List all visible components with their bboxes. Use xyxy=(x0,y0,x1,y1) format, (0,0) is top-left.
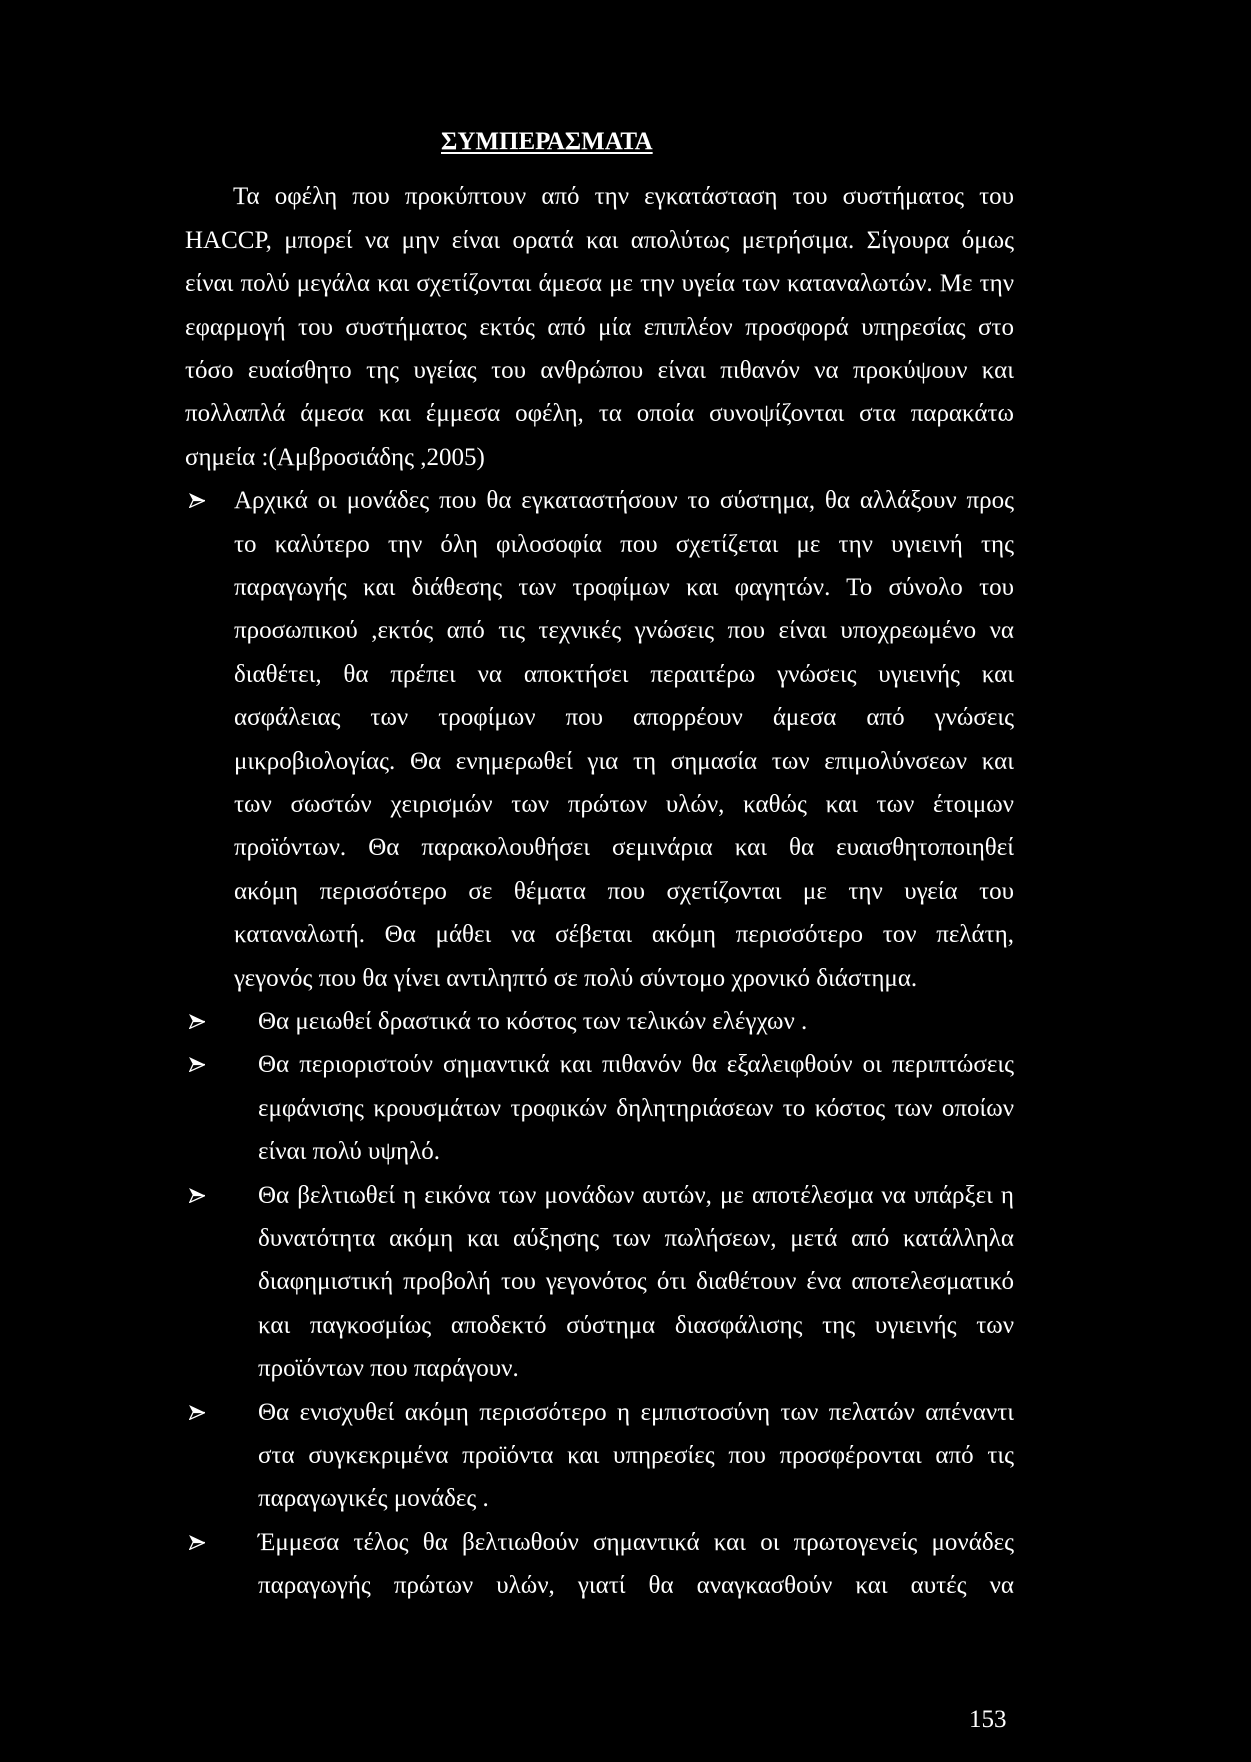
page-title: ΣΥΜΠΕΡΑΣΜΑΤΑ xyxy=(441,128,653,155)
paragraph-line: τόσο ευαίσθητο της υγείας του ανθρώπου είναι πιθανόν να προκύψουν και xyxy=(185,356,1014,384)
bullet-line: μικροβιολογίας. Θα ενημερωθεί για τη σημασία των επιμολύνσεων και xyxy=(234,747,1014,775)
bullet-line: προσωπικού ,εκτός από τις τεχνικές γνώσεις που είναι υποχρεωμένο να xyxy=(234,617,1014,645)
bullet-line: Θα μειωθεί δραστικά το κόστος των τελικών ελέγχων . xyxy=(258,1008,808,1036)
page-number: 153 xyxy=(969,1706,1007,1733)
bullet-item xyxy=(185,1391,1014,1521)
bullet-line: καταναλωτή. Θα μάθει να σέβεται ακόμη περισσότερο τον πελάτη, xyxy=(234,921,1014,949)
arrow-bullet-icon xyxy=(189,1535,205,1550)
bullet-line: είναι πολύ υψηλό. xyxy=(258,1138,440,1166)
paragraph-line: πολλαπλά άμεσα και έμμεσα οφέλη, τα οποία συνοψίζονται στα παρακάτω xyxy=(185,400,1014,428)
bullet-line: Θα ενισχυθεί ακόμη περισσότερο η εμπιστοσύνη των πελατών απέναντι xyxy=(258,1398,1014,1426)
bullet-line: εμφάνισης κρουσμάτων τροφικών δηλητηριάσεων το κόστος των οποίων xyxy=(258,1094,1014,1122)
bullet-item xyxy=(185,1043,1014,1173)
bullet-line: διαθέτει, θα πρέπει να αποκτήσει περαιτέρω γνώσεις υγιεινής και xyxy=(234,660,1014,688)
paragraph-line: HACCP, μπορεί να μην είναι ορατά και απολύτως μετρήσιμα. Σίγουρα όμως xyxy=(185,226,1014,254)
arrow-bullet-icon xyxy=(189,1014,205,1029)
bullet-line: προϊόντων. Θα παρακολουθήσει σεμινάρια και θα ευαισθητοποιηθεί xyxy=(234,834,1014,862)
arrow-bullet-icon xyxy=(189,1188,205,1203)
paragraph-line: Τα οφέλη που προκύπτουν από την εγκατάσταση του συστήματος του xyxy=(233,183,1014,211)
bullet-line: Θα περιοριστούν σημαντικά και πιθανόν θα εξαλειφθούν οι περιπτώσεις xyxy=(258,1051,1014,1079)
bullet-line: παραγωγής και διάθεσης των τροφίμων και φαγητών. Το σύνολο του xyxy=(234,573,1014,601)
bullet-line: Αρχικά οι μονάδες που θα εγκαταστήσουν το σύστημα, θα αλλάξουν προς xyxy=(234,487,1014,515)
bullet-line: παραγωγής πρώτων υλών, γιατί θα αναγκασθούν και αυτές να xyxy=(258,1572,1014,1600)
paragraph-line: είναι πολύ μεγάλα και σχετίζονται άμεσα με την υγεία των καταναλωτών. Με την xyxy=(185,270,1014,298)
bullet-item xyxy=(185,1521,1014,1608)
bullet-line: γεγονός που θα γίνει αντιληπτό σε πολύ σύντομο χρονικό διάστημα. xyxy=(234,964,918,992)
bullet-line: στα συγκεκριμένα προϊόντα και υπηρεσίες που προσφέρονται από τις xyxy=(258,1442,1014,1470)
bullet-line: των σωστών χειρισμών των πρώτων υλών, καθώς και των έτοιμων xyxy=(234,790,1014,818)
bullet-item xyxy=(185,479,1014,1000)
bullet-item xyxy=(185,1174,1014,1391)
bullet-line: ασφάλειας των τροφίμων που απορρέουν άμεσα από γνώσεις xyxy=(234,704,1014,732)
arrow-bullet-icon xyxy=(189,1057,205,1072)
bullet-line: παραγωγικές μονάδες . xyxy=(258,1485,489,1513)
bullet-line: προϊόντων που παράγουν. xyxy=(258,1355,519,1383)
bullet-line: Έμμεσα τέλος θα βελτιωθούν σημαντικά και οι πρωτογενείς μονάδες xyxy=(258,1528,1014,1556)
intro-paragraph xyxy=(185,175,1014,479)
paragraph-line: εφαρμογή του συστήματος εκτός από μία επιπλέον προσφορά υπηρεσίας στο xyxy=(185,313,1014,341)
arrow-bullet-icon xyxy=(189,1405,205,1420)
bullet-line: ακόμη περισσότερο σε θέματα που σχετίζονται με την υγεία του xyxy=(234,877,1014,905)
bullet-line: το καλύτερο την όλη φιλοσοφία που σχετίζεται με την υγιεινή της xyxy=(234,530,1014,558)
paragraph-line: σημεία :(Αμβροσιάδης ,2005) xyxy=(185,443,485,471)
bullet-line: Θα βελτιωθεί η εικόνα των μονάδων αυτών, με αποτέλεσμα να υπάρξει η xyxy=(258,1181,1014,1209)
bullet-line: διαφημιστική προβολή του γεγονότος ότι διαθέτουν ένα αποτελεσματικό xyxy=(258,1268,1014,1296)
document-body xyxy=(185,175,1014,1607)
bullet-line: και παγκοσμίως αποδεκτό σύστημα διασφάλισης της υγιεινής των xyxy=(258,1311,1014,1339)
arrow-bullet-icon xyxy=(189,493,205,508)
bullet-line: δυνατότητα ακόμη και αύξησης των πωλήσεων, μετά από κατάλληλα xyxy=(258,1225,1014,1253)
bullet-item xyxy=(185,1000,1014,1043)
